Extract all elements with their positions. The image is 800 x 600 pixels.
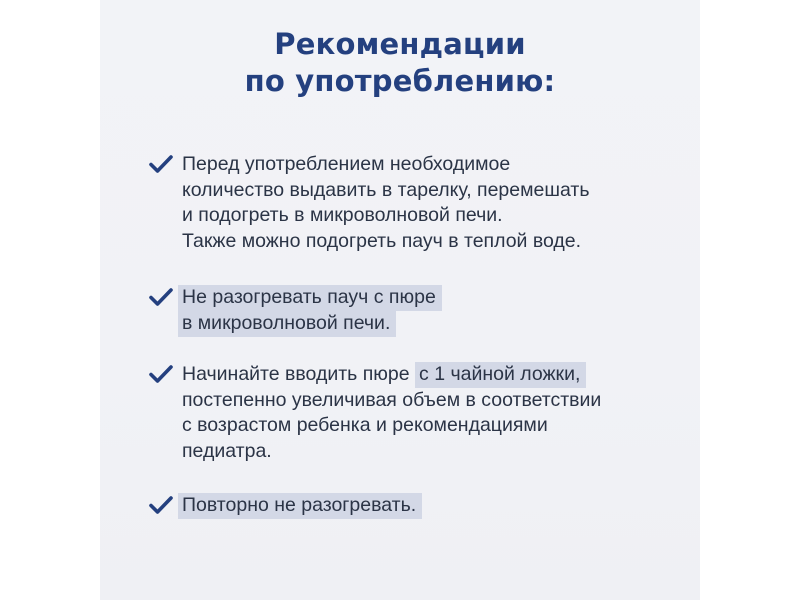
text-line: количество выдавить в тарелку, перемешать xyxy=(182,178,590,201)
highlighted-text: Повторно не разогревать. xyxy=(178,493,422,519)
text-line: педиатра. xyxy=(182,439,272,462)
check-icon xyxy=(148,364,174,384)
text-line: Также можно подогреть пауч в теплой воде. xyxy=(182,229,582,252)
check-icon xyxy=(148,495,174,515)
recommendation-item-dosage xyxy=(148,362,668,464)
highlighted-text: Не разогревать пауч с пюре xyxy=(178,285,442,311)
text-line: постепенно увеличивая объем в соответствии xyxy=(182,388,602,411)
page-title xyxy=(100,26,700,100)
check-icon xyxy=(148,154,174,174)
recommendation-item-heating xyxy=(148,152,668,254)
recommendation-item-no-microwave xyxy=(148,285,668,336)
title-line-1: Рекомендации xyxy=(274,27,526,61)
recommendation-text xyxy=(182,493,668,519)
recommendation-item-no-reheat xyxy=(148,493,668,519)
text-plain: Начинайте вводить пюре xyxy=(182,363,416,385)
text-line: и подогреть в микроволновой печи. xyxy=(182,204,503,226)
text-line: Перед употреблением необходимое xyxy=(182,153,511,175)
title-line-2: по употреблению: xyxy=(244,64,556,98)
highlighted-text: в микроволновой печи. xyxy=(178,311,396,337)
text-line: с возрастом ребенка и рекомендациями xyxy=(182,414,548,436)
recommendation-text xyxy=(182,362,668,464)
highlighted-text: с 1 чайной ложки, xyxy=(415,362,586,388)
recommendations-card xyxy=(100,0,700,600)
recommendation-text xyxy=(182,152,668,254)
check-icon xyxy=(148,287,174,307)
recommendation-text xyxy=(182,285,668,336)
